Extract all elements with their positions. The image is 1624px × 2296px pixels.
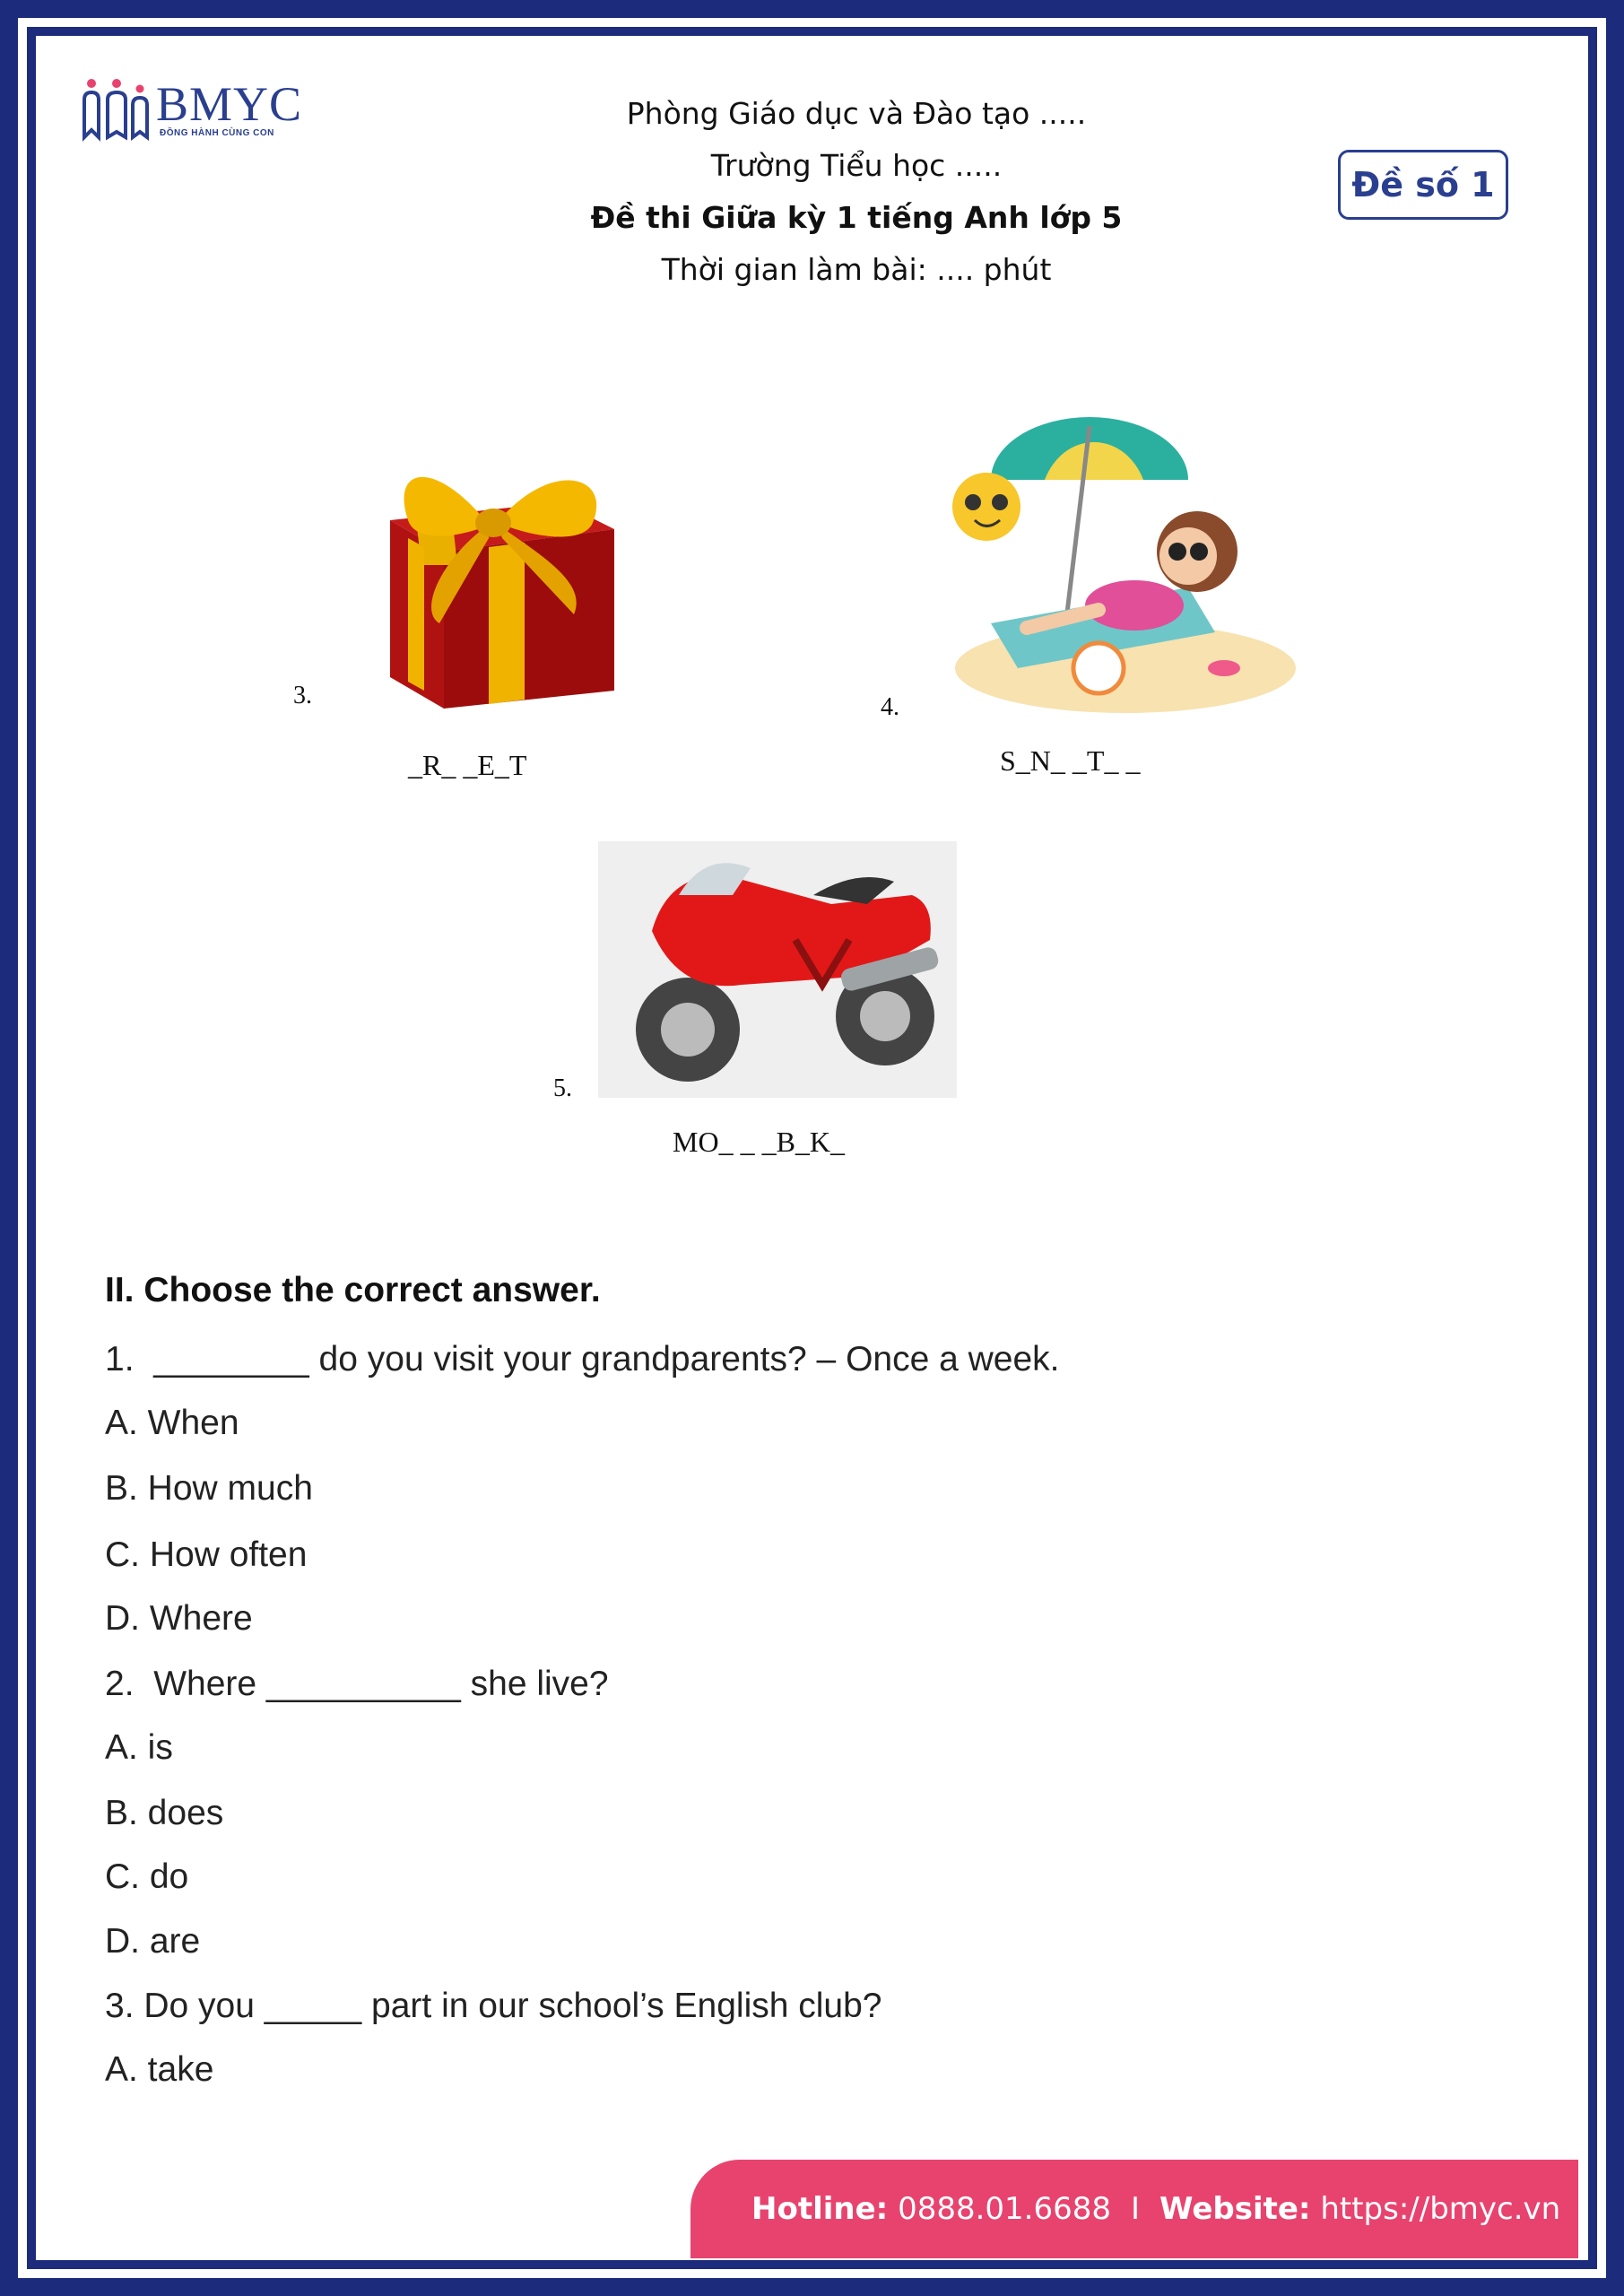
worksheet-page bbox=[45, 45, 1579, 2251]
website-link[interactable]: https://bmyc.vn bbox=[1320, 2191, 1561, 2227]
option: C. do bbox=[105, 1857, 189, 1896]
word-puzzle: MO_ _ _B_K_ bbox=[673, 1126, 846, 1158]
section-title: II. Choose the correct answer. bbox=[105, 1271, 601, 1309]
question-1: 1. ________ do you visit your grandparents? – Once a week. bbox=[105, 1340, 1060, 1378]
website-label: Website: bbox=[1159, 2191, 1311, 2227]
motorbike-icon bbox=[598, 841, 957, 1098]
option: A. is bbox=[105, 1728, 173, 1767]
gift-box-icon bbox=[354, 422, 641, 722]
family-icon bbox=[81, 74, 156, 146]
school-line: Trường Tiểu học ..... bbox=[710, 148, 1003, 183]
footer-separator: I bbox=[1131, 2191, 1141, 2227]
word-puzzle: S_N_ _T_ _ bbox=[1000, 744, 1141, 777]
department-line: Phòng Giáo dục và Đào tạo ..... bbox=[626, 96, 1087, 131]
picture-number: 3. bbox=[293, 682, 312, 709]
exam-number-badge: Đề số 1 bbox=[1338, 150, 1508, 220]
question-2: 2. Where __________ she live? bbox=[105, 1665, 609, 1703]
hotline-label: Hotline: bbox=[751, 2191, 889, 2227]
question-3: 3. Do you _____ part in our school’s English club? bbox=[105, 1987, 882, 2025]
contact-footer bbox=[690, 2160, 1578, 2258]
picture-number: 5. bbox=[553, 1074, 572, 1102]
girl-sunbathing-icon bbox=[919, 399, 1296, 722]
word-puzzle: _R_ _E_T bbox=[408, 749, 527, 781]
brand-tagline: ĐỒNG HÀNH CÙNG CON bbox=[160, 128, 274, 138]
option: A. When bbox=[105, 1404, 239, 1442]
picture-number: 4. bbox=[881, 693, 899, 721]
option: B. does bbox=[105, 1794, 224, 1832]
brand-name: BMYC bbox=[156, 77, 303, 131]
hotline-number[interactable]: 0888.01.6688 bbox=[898, 2191, 1111, 2227]
option: D. Where bbox=[105, 1599, 253, 1638]
option: C. How often bbox=[105, 1535, 308, 1574]
option: D. are bbox=[105, 1922, 201, 1961]
option: B. How much bbox=[105, 1469, 313, 1508]
exam-header bbox=[448, 88, 1264, 296]
time-line: Thời gian làm bài: .... phút bbox=[661, 252, 1052, 287]
option: A. take bbox=[105, 2050, 214, 2089]
exam-title: Đề thi Giữa kỳ 1 tiếng Anh lớp 5 bbox=[590, 200, 1123, 235]
bmyc-logo bbox=[81, 74, 314, 155]
